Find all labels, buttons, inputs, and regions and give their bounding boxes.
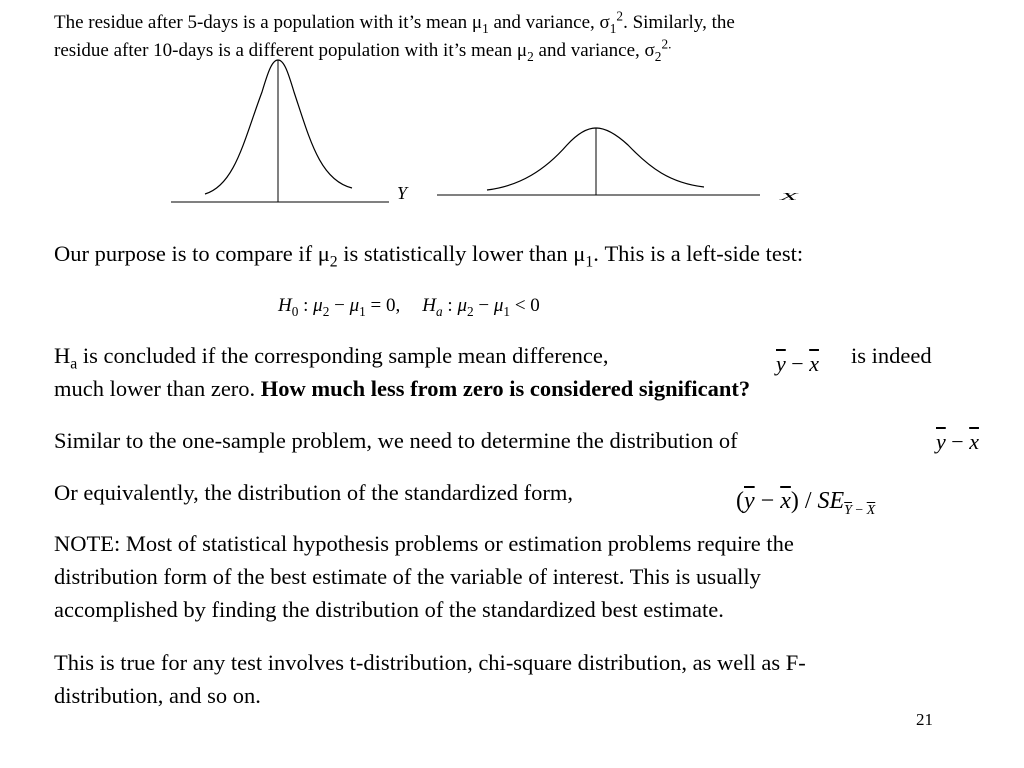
y-bar: $\overline{y}$ bbox=[776, 351, 786, 376]
mu-symbol: μ bbox=[471, 12, 483, 33]
closing-line-2: distribution, and so on. bbox=[54, 683, 261, 708]
note-line-2: distribution form of the best estimate of the variable of interest. This is usually bbox=[54, 564, 761, 589]
ha-text: is concluded if the corresponding sample mean difference, bbox=[77, 343, 609, 368]
equivalent-text: Or equivalently, the distribution of the standardized form, bbox=[54, 480, 574, 505]
significance-question: How much less from zero is considered significant? bbox=[260, 376, 751, 401]
subscript: 2 bbox=[329, 253, 338, 271]
minus: − bbox=[473, 295, 494, 316]
minus: − bbox=[945, 429, 970, 454]
similar-text: Similar to the one-sample problem, we need to determine the distribution of bbox=[54, 428, 738, 453]
minus: − bbox=[329, 295, 350, 316]
equivalent-line bbox=[54, 476, 573, 509]
x-bar: $\overline{x}$ bbox=[969, 429, 979, 454]
mu-symbol: μ bbox=[493, 295, 504, 316]
subscript: 2 bbox=[466, 303, 474, 319]
mu-symbol: μ bbox=[573, 241, 586, 266]
subscript: 1 bbox=[609, 20, 617, 36]
close-paren: ) bbox=[790, 488, 799, 514]
y-bar: $\overline{y}$ bbox=[744, 488, 755, 514]
purpose-text: Our purpose is to compare if bbox=[54, 241, 318, 266]
colon: : bbox=[298, 295, 314, 316]
subscript: 0 bbox=[291, 303, 299, 319]
colon: : bbox=[442, 295, 458, 316]
ha-line-1 bbox=[54, 339, 609, 372]
x-axis-label: X bbox=[780, 189, 798, 203]
subscript: 2 bbox=[527, 48, 534, 64]
sample-difference-2 bbox=[936, 428, 979, 456]
minus: − bbox=[754, 488, 781, 514]
sigma-symbol: σ bbox=[599, 12, 610, 33]
subscript: a bbox=[70, 355, 78, 373]
purpose-text: . This is a left-side test: bbox=[593, 241, 804, 266]
superscript: 2 bbox=[616, 8, 624, 24]
note-line-3: accomplished by finding the distribution of the standardized best estimate. bbox=[54, 597, 724, 622]
intro-text: and variance, bbox=[533, 40, 645, 61]
x-bar: $\overline{x}$ bbox=[809, 351, 819, 376]
ha-line-2 bbox=[54, 372, 750, 405]
superscript: 2. bbox=[661, 36, 672, 52]
se-subscript bbox=[844, 503, 875, 518]
standardized-form bbox=[736, 486, 875, 516]
h-symbol: H bbox=[422, 295, 436, 316]
intro-text: The residue after 5-days is a population with it’s mean bbox=[54, 12, 472, 33]
slash: / bbox=[798, 488, 818, 514]
se-symbol: SE bbox=[817, 488, 845, 514]
x-bar: $\overline{x}$ bbox=[780, 488, 791, 514]
open-paren: ( bbox=[736, 488, 744, 514]
similar-line bbox=[54, 424, 738, 457]
y-axis-label: Y bbox=[397, 183, 408, 203]
x-bar-sub: $\overline{X}$ bbox=[866, 502, 876, 518]
purpose-text: is statistically lower than bbox=[337, 241, 574, 266]
ha-line-1-end bbox=[851, 339, 932, 372]
note-line-1: NOTE: Most of statistical hypothesis problems or estimation problems require the bbox=[54, 531, 794, 556]
less-than-zero: < 0 bbox=[510, 295, 540, 316]
y-bar: $\overline{y}$ bbox=[936, 429, 946, 454]
intro-text: residue after 10-days is a different population with it’s mean bbox=[54, 40, 517, 61]
mu-symbol: μ bbox=[349, 295, 360, 316]
subscript: 1 bbox=[503, 303, 511, 319]
h-symbol: H bbox=[54, 343, 71, 368]
subscript: 1 bbox=[585, 253, 594, 271]
hypotheses-equation bbox=[278, 292, 540, 320]
subscript: 2 bbox=[654, 48, 662, 64]
h-symbol: H bbox=[278, 295, 292, 316]
mu-symbol: μ bbox=[516, 40, 528, 61]
minus: − bbox=[851, 502, 867, 518]
mu-symbol: μ bbox=[313, 295, 323, 316]
minus: − bbox=[785, 351, 810, 376]
subscript: 1 bbox=[482, 20, 489, 36]
ha-text: much lower than zero. bbox=[54, 376, 261, 401]
mu-symbol: μ bbox=[317, 241, 330, 266]
subscript: a bbox=[436, 303, 443, 319]
sample-difference bbox=[776, 350, 819, 378]
sigma-symbol: σ bbox=[644, 40, 655, 61]
intro-text: and variance, bbox=[488, 12, 600, 33]
y-bar-sub: $\overline{Y}$ bbox=[844, 502, 852, 518]
equals-zero: = 0, bbox=[365, 295, 401, 316]
closing-paragraph bbox=[54, 646, 806, 712]
note-paragraph bbox=[54, 527, 794, 626]
subscript: 2 bbox=[322, 303, 330, 319]
purpose-line bbox=[54, 237, 1019, 270]
page-number: 21 bbox=[916, 710, 933, 729]
closing-line-1: This is true for any test involves t-distribution, chi-square distribution, as well as F- bbox=[54, 650, 806, 675]
subscript: 1 bbox=[359, 303, 366, 319]
ha-text: is indeed bbox=[851, 343, 932, 368]
intro-text: . Similarly, the bbox=[623, 12, 735, 33]
mu-symbol: μ bbox=[457, 295, 467, 316]
